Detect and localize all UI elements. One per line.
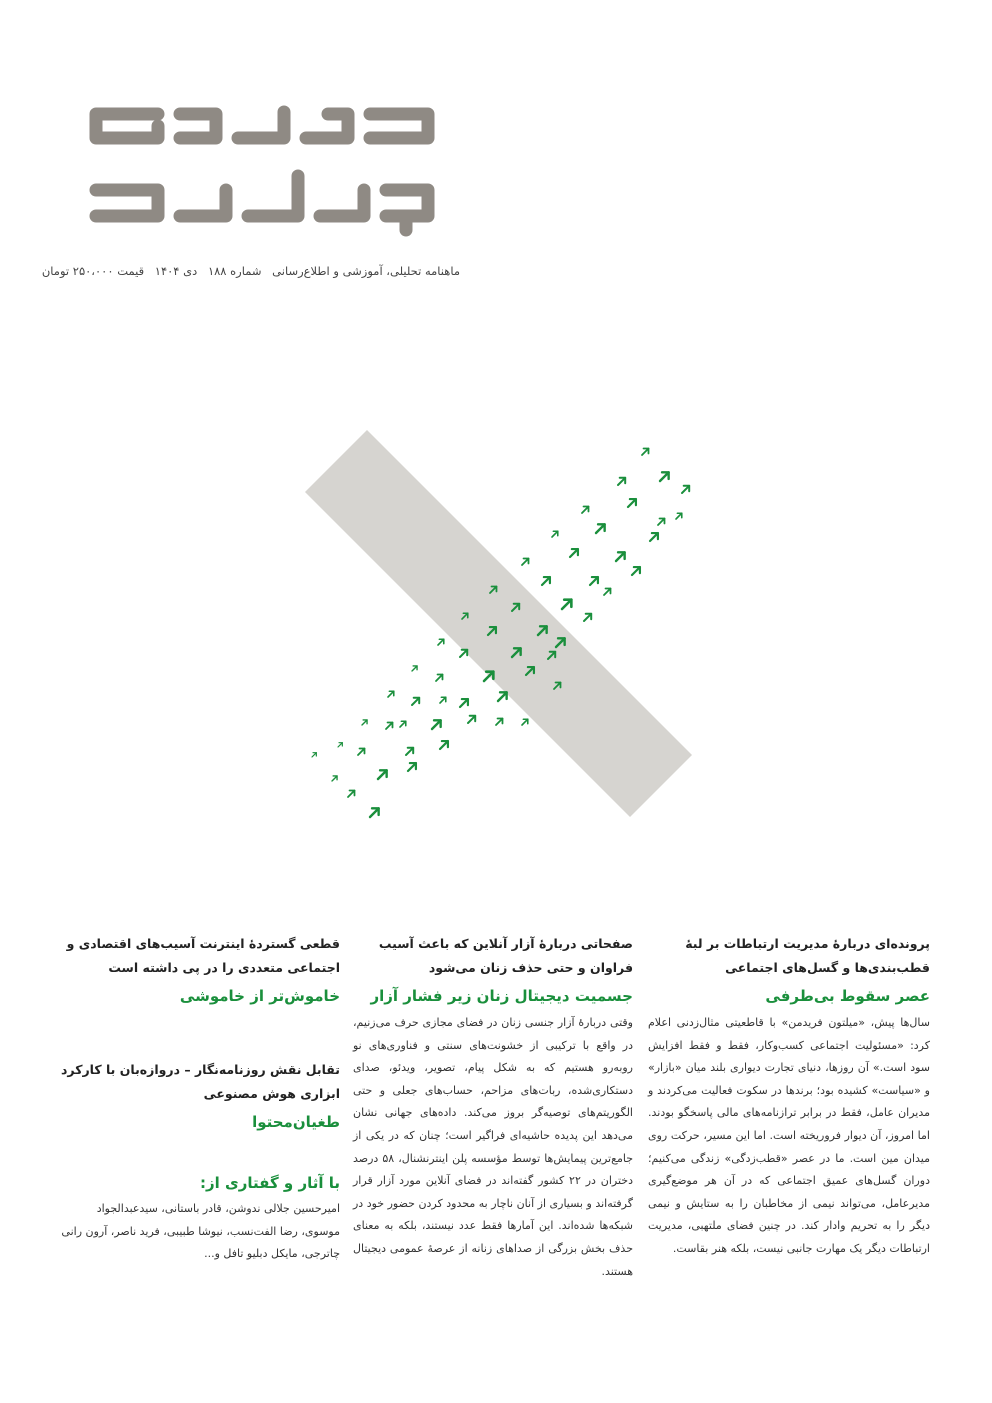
arrow-shaft <box>650 533 658 541</box>
arrow-shaft <box>562 600 571 609</box>
article-column-middle <box>353 932 633 1283</box>
arrow-shaft <box>348 791 354 797</box>
article-headline: عصر سقوط بی‌طرفی <box>765 987 930 1005</box>
article-headline: جسمیت دیجیتال زنان زیر فشار آزار <box>370 987 633 1005</box>
arrow-shaft <box>408 763 416 771</box>
article-body: سال‌ها پیش، «میلتون فریدمن» با قاطعیتی مثال‌زدنی اعلام کرد: «مسئولیت اجتماعی کسب‌وکار، فقط و فقط افزایش سود است.» آن روزها، دنیای تجارت دیواری بلند میان «بازار» و «سیاست» کشیده بود؛ برندها در سکوت فعالیت می‌کردند و مدیران عامل، فقط در برابر ترازنامه‌های مالی پاسخگو بودند. اما امروز، آن دیوار فروریخته است. اما این مسیر، حرکت روی میدان مین است. ما در عصر «قطب‌زدگی» زندگی می‌کنیم؛ دوران گسل‌های عمیق اجتماعی که در آن هر موضع‌گیری مدیرعامل، می‌تواند نیمی از مخاطبان را به ستایش و نیمی دیگر را به تحریم وادار کند. در چنین فضای ملتهبی، مدیریت ارتباطات دیگر یک مهارت جانبی نیست، بلکه هنر بقاست. <box>648 1016 930 1255</box>
article-headline: خاموش‌تر از خاموشی <box>179 987 340 1005</box>
article-kicker: قطعی گستردهٔ اینترنت آسیب‌های اقتصادی و اجتماعی متعددی را در پی داشته است <box>66 936 340 975</box>
masthead-line1 <box>92 108 95 109</box>
issue-number: شماره ۱۸۸ <box>207 264 262 278</box>
arrow-shaft <box>338 743 342 747</box>
arrow-shaft <box>312 753 316 757</box>
arrow-shaft <box>660 472 669 481</box>
arrow-shaft <box>440 741 448 749</box>
arrow-shaft <box>676 513 682 519</box>
masthead-stroke <box>370 114 428 138</box>
contributors-title: با آثار و گفتاری از: <box>200 1174 340 1192</box>
arrow-shaft <box>460 650 467 657</box>
article-column-right <box>648 932 930 1261</box>
contributors-list: امیرحسین جلالی ندوشن، قادر باستانی، سیدعبدالجواد موسوی، رضا الفت‌نسب، نیوشا طبیبی، فرید ناصر، آرون رانی چاترجی، مایکل دبلیو تافل و... <box>61 1202 340 1261</box>
arrow-shaft <box>370 808 379 817</box>
arrow-shaft <box>596 524 605 533</box>
arrow-shaft <box>388 691 394 697</box>
arrow-shaft <box>332 776 337 781</box>
cover-illustration <box>300 425 700 820</box>
article-body: وقتی دربارهٔ آزار جنسی زنان در فضای مجازی حرف می‌زنیم، در واقع با ترکیبی از خشونت‌های سنتی و فناوری‌های نو روبه‌رو هستیم که به شکل پیام، تصویر، ویدئو، صدای دستکاری‌شده، ربات‌های مزاحم، حساب‌های جعلی و حتی الگوریتم‌های توصیه‌گر بروز می‌کند. داده‌های جهانی نشان می‌دهد این پدیده حاشیه‌ای فراگیر است؛ چنان که در یکی از جامع‌ترین پیمایش‌ها توسط مؤسسه پلن اینترنشنال، ۵۸ درصد دختران در ۲۲ کشور گفته‌اند در فضای آنلاین مورد آزار قرار گرفته‌اند و بسیاری از آنان ناچار به محدود کردن حضور خود در شبکه‌ها شده‌اند. این آمارها فقط عدد نیستند، بلکه به معنای حذف بخش بزرگی از صداهای زنانه از عرصهٔ عمومی دیجیتال هستند. <box>353 1016 634 1278</box>
arrow-shaft <box>522 719 528 725</box>
arrow-shaft <box>412 698 419 705</box>
arrow-shaft <box>378 770 387 779</box>
article-kicker: صفحاتی دربارهٔ آزار آنلاین که باعث آسیب فراوان و حتی حذف زنان می‌شود <box>378 936 633 975</box>
masthead-stroke <box>248 176 298 216</box>
arrow-shaft <box>542 577 550 585</box>
article-kicker: پرونده‌ای دربارهٔ مدیریت ارتباطات بر لبهٔ قطب‌بندی‌ها و گسل‌های اجتماعی <box>685 936 930 975</box>
arrow-shaft <box>412 666 417 671</box>
masthead-stroke <box>320 190 364 216</box>
masthead-stroke <box>386 190 428 230</box>
arrow-shaft <box>590 577 598 585</box>
masthead-stroke <box>238 112 284 138</box>
masthead-stroke <box>180 190 226 216</box>
arrow-shaft <box>358 749 364 755</box>
article-column-left <box>60 932 340 1266</box>
arrow-shaft <box>682 486 689 493</box>
arrow-shaft <box>584 614 591 621</box>
masthead-logo <box>88 98 440 246</box>
masthead-stroke <box>96 114 158 138</box>
arrow-shaft <box>406 748 413 755</box>
arrow-shaft <box>604 589 610 595</box>
arrow-shaft <box>496 719 502 725</box>
arrow-shaft <box>438 639 444 645</box>
cover-illustration-svg <box>300 425 700 820</box>
gray-diagonal-band <box>305 430 692 817</box>
masthead-stroke <box>96 190 158 216</box>
arrow-shaft <box>658 519 664 525</box>
arrow-shaft <box>468 716 475 723</box>
arrow-shaft <box>642 449 648 455</box>
arrow-shaft <box>460 699 468 707</box>
arrow-shaft <box>632 567 640 575</box>
issue-date: دی ۱۴۰۴ <box>154 264 198 278</box>
magazine-description: ماهنامه تحلیلی، آموزشی و اطلاع‌رسانی <box>272 264 460 278</box>
article-kicker: تقابل نقش روزنامه‌نگار – دروازه‌بان با کارکرد ابزاری هوش مصنوعی <box>61 1062 340 1101</box>
arrow-shaft <box>498 692 507 701</box>
arrow-shaft <box>522 559 528 565</box>
arrow-shaft <box>440 697 446 703</box>
article-headline: طغیان‌محتوا <box>252 1113 340 1131</box>
issue-price: قیمت ۲۵۰،۰۰۰ تومان <box>41 264 145 278</box>
arrow-shaft <box>628 499 636 507</box>
arrow-shaft <box>552 531 558 537</box>
arrow-shaft <box>616 552 625 561</box>
arrow-shaft <box>582 507 588 513</box>
arrow-shaft <box>432 720 441 729</box>
arrow-shaft <box>386 723 392 729</box>
masthead-wordmark <box>88 98 440 246</box>
arrow-shaft <box>436 675 442 681</box>
issue-info <box>41 264 460 278</box>
masthead-stroke <box>306 114 348 138</box>
arrow-shaft <box>570 549 578 557</box>
arrow-shaft <box>618 478 625 485</box>
arrow-shaft <box>362 720 367 725</box>
masthead-stroke <box>180 114 216 138</box>
arrow-shaft <box>400 721 406 727</box>
